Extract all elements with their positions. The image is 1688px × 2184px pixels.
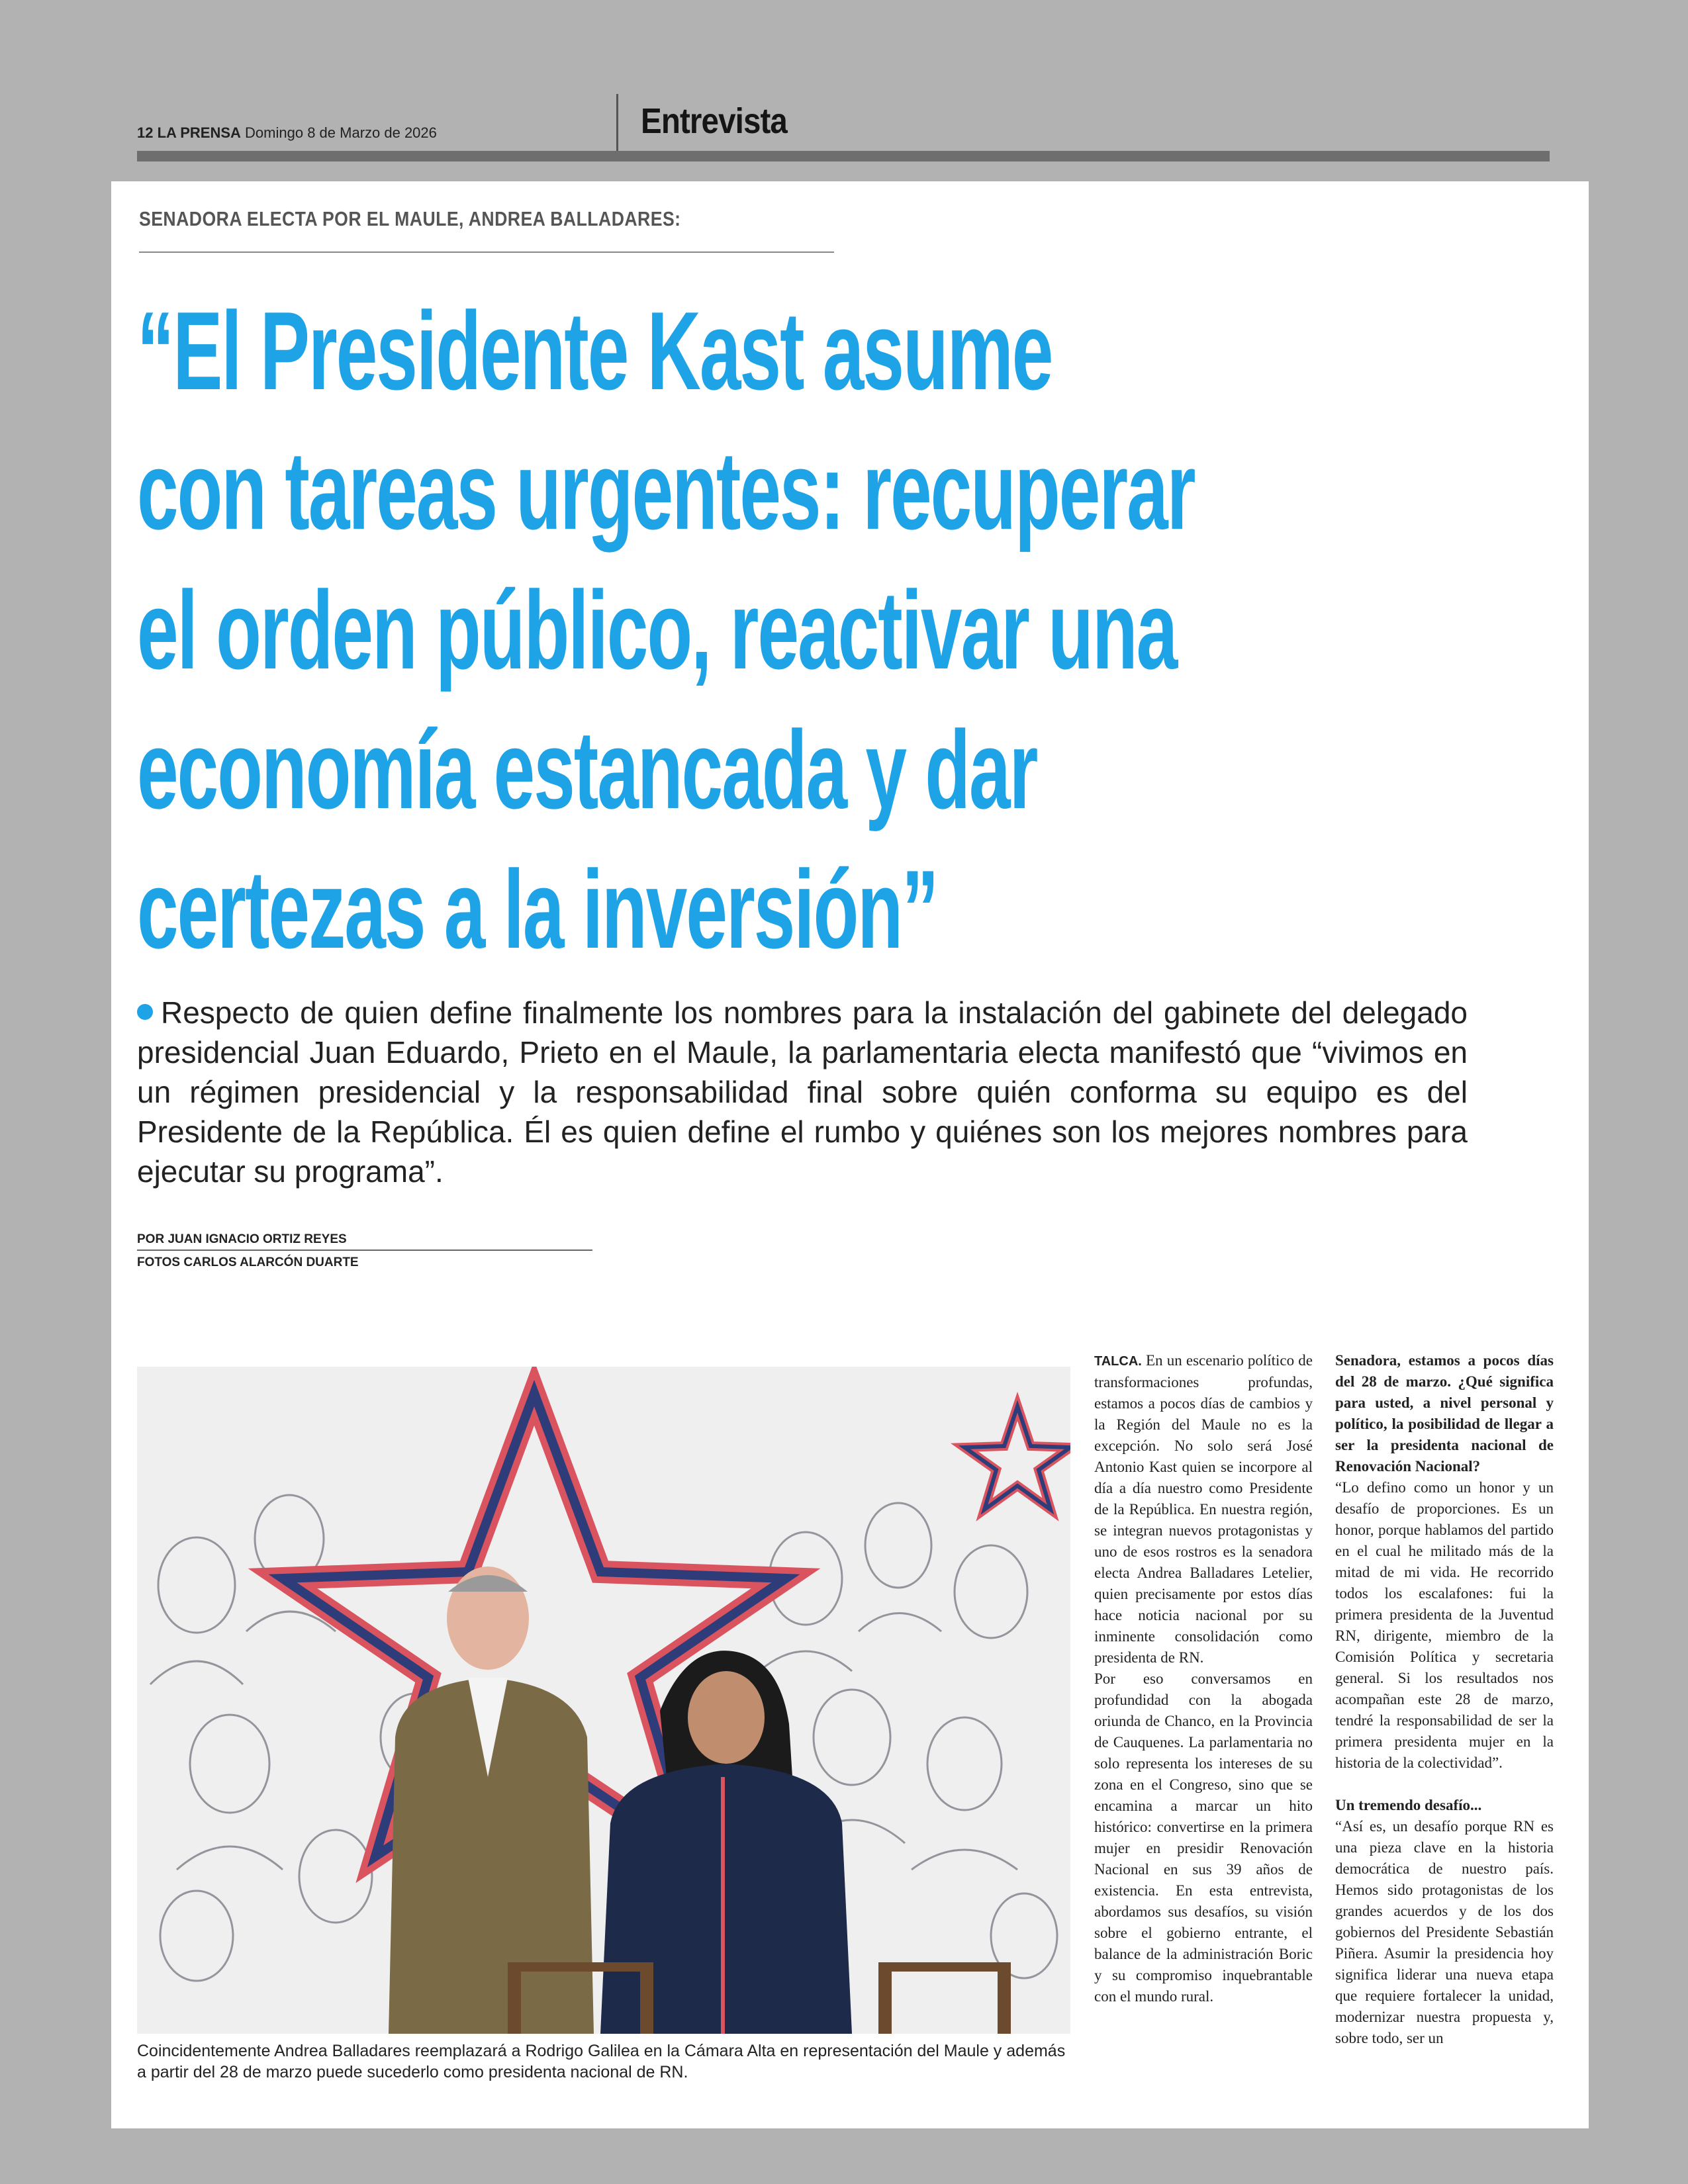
headline-line: el orden público, reactivar una xyxy=(137,568,1177,692)
article-kicker: SENADORA ELECTA POR EL MAULE, ANDREA BALLADARES: xyxy=(139,207,681,230)
newspaper-name: LA PRENSA xyxy=(157,124,241,141)
byline-author: POR JUAN IGNACIO ORTIZ REYES xyxy=(137,1232,347,1246)
dateline: TALCA. xyxy=(1094,1354,1142,1369)
page-number: 12 xyxy=(137,124,154,141)
article-headline xyxy=(137,281,1246,979)
photo-caption: Coincidentemente Andrea Balladares reemplazará a Rodrigo Galilea en la Cámara Alta en representación del Maule y además a partir del 28 de marzo puede sucederlo como presidenta nacional de RN. xyxy=(137,2042,1066,2081)
paragraph xyxy=(1094,1350,1313,1668)
paragraph-text: En un escenario político de transformaciones profundas, estamos a pocos días de cambios y la Región del Maule no es la excepción. No solo será José Antonio Kast quien se incorpore al día a día nuestro como Presidente de la República. En nuestra región, se integran nuevos protagonistas y uno de esos rostros es la senadora electa Andrea Balladares Letelier, quien precisamente por estos días hace noticia nacional por su inminente consolidación como presidenta de RN. xyxy=(1094,1352,1313,1666)
byline-photos: FOTOS CARLOS ALARCÓN DUARTE xyxy=(137,1255,359,1269)
kicker-rule xyxy=(139,251,834,253)
header-rule xyxy=(137,151,1550,161)
bullet-dot-icon xyxy=(137,1004,153,1020)
subheading: Un tremendo desafío... xyxy=(1335,1797,1482,1813)
page-header xyxy=(137,124,437,142)
headline-line: economía estancada y dar xyxy=(137,707,1037,832)
paragraph: Por eso conversamos en profundidad con la abogada oriunda de Chanco, en la Provincia de Cauquenes. La parlamentaria no solo representa los intereses de su zona en el Congreso, sino que se encamina a marcar un hito histórico: convertirse en la primera mujer en presidir Renovación Nacional en sus 39 años de existencia. En esta entrevista, abordamos sus desafíos, su visión sobre el gobierno entrante, el balance de la administración Boric y su compromiso inquebrantable con el mundo rural. xyxy=(1094,1670,1313,2005)
photo-illustration xyxy=(137,1367,1070,2034)
interview-answer: “Así es, un desafío porque RN es una pieza clave en la historia democrática de nuestro país. Hemos sido protagonistas de los grandes acuerdos y de los dos gobiernos del Presidente Sebastián Piñera. Asumir la presidencia hoy significa liderar una nueva etapa que requiere fortalecer la unidad, modernizar nuestra propuesta y, sobre todo, ser un xyxy=(1335,1818,1554,2046)
article-lead xyxy=(137,993,1468,1191)
article-column-1 xyxy=(1094,1350,1313,2007)
header-divider xyxy=(616,94,618,152)
headline-line: con tareas urgentes: recuperar xyxy=(137,428,1195,553)
headline-line: “El Presidente Kast asume xyxy=(137,289,1053,413)
issue-date: Domingo 8 de Marzo de 2026 xyxy=(245,124,437,141)
interview-answer: “Lo defino como un honor y un desafío de proporciones. Es un honor, porque hablamos del partido en el cual he militado más de la mitad de mi vida. He recorrido todos los escalafones: fui la primera presidenta de la Juventud RN, dirigente, miembro de la Comisión Política y secretaria general. Si los resultados nos acompañan este 28 de marzo, tendré la responsabilidad de ser la primera presidenta mujer en la historia de la colectividad”. xyxy=(1335,1479,1554,1771)
headline-line: certezas a la inversión” xyxy=(137,847,938,972)
lead-text: Respecto de quien define finalmente los nombres para la instalación del gabinete del delegado presidencial Juan Eduardo, Prieto en el Maule, la parlamentaria electa manifestó que “vivimos en un régimen presidencial y la responsabilidad final sobre quién conforma su equipo es del Presidente de la República. Él es quien define el rumbo y quiénes son los mejores nombres para ejecutar su programa”. xyxy=(137,995,1468,1189)
article-column-2 xyxy=(1335,1350,1554,2049)
interview-question: Senadora, estamos a pocos días del 28 de marzo. ¿Qué significa para usted, a nivel personal y político, la posibilidad de llegar a ser la presidenta nacional de Renovación Nacional? xyxy=(1335,1352,1554,1475)
article-photo xyxy=(137,1367,1070,2034)
section-title: Entrevista xyxy=(641,101,787,141)
byline-rule xyxy=(137,1250,592,1251)
